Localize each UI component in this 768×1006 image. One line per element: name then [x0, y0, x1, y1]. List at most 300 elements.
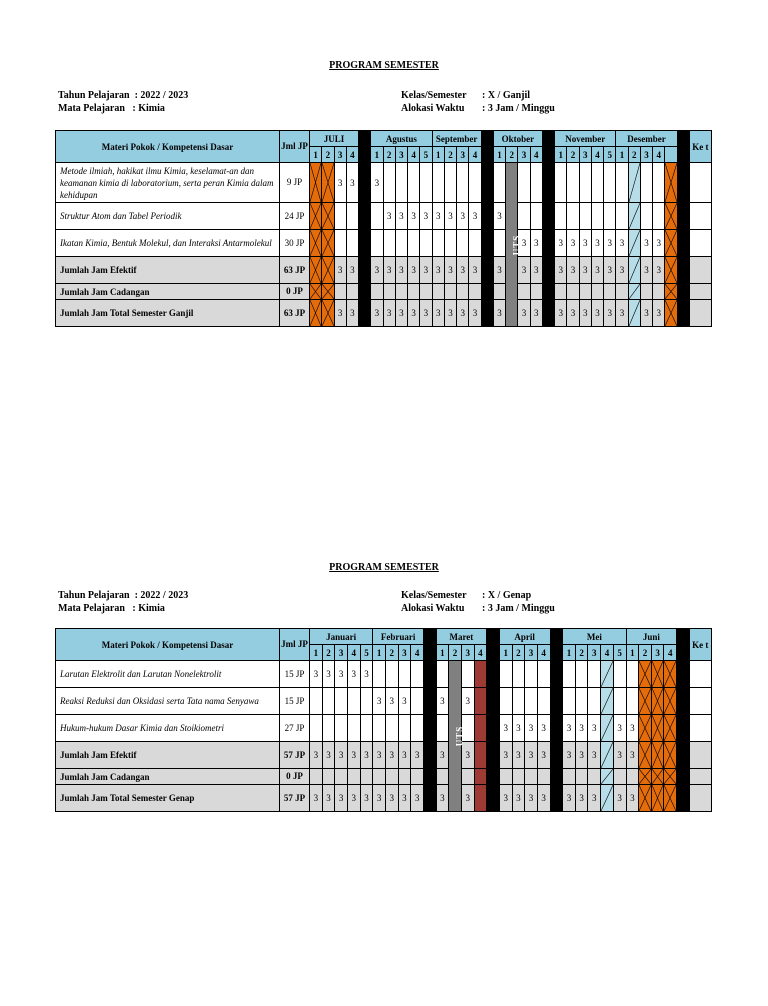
week-cell: [346, 284, 358, 300]
week-cell: 3: [469, 300, 481, 327]
ganjil-title: PROGRAM SEMESTER: [329, 60, 439, 71]
week-cell: [601, 785, 614, 812]
materi-jml-jp: 30 JP: [280, 230, 310, 257]
week-cell: 3: [613, 715, 626, 742]
materi-row: [56, 715, 712, 742]
week-cell: [677, 284, 689, 300]
week-cell: [474, 742, 487, 769]
week-number: 2: [512, 645, 525, 661]
week-cell: 3: [334, 257, 346, 284]
week-cell: [432, 284, 444, 300]
week-cell: [550, 715, 563, 742]
materi-jml-jp: 24 JP: [280, 203, 310, 230]
week-cell: 3: [432, 257, 444, 284]
ket-cell: [689, 661, 711, 688]
week-cell: 3: [385, 688, 398, 715]
week-cell: [360, 688, 373, 715]
week-cell: [383, 230, 395, 257]
week-cell: [487, 742, 500, 769]
week-number: 3: [335, 645, 348, 661]
week-cell: [322, 284, 334, 300]
week-cell: [310, 715, 323, 742]
week-number: 4: [347, 645, 360, 661]
week-number: 4: [664, 645, 677, 661]
week-cell: [457, 284, 469, 300]
week-cell: [537, 769, 550, 785]
week-cell: 3: [575, 715, 588, 742]
uts-column: [449, 661, 465, 812]
header-ket: Ke t: [689, 629, 711, 661]
week-cell: 3: [457, 203, 469, 230]
month-header: November: [555, 131, 616, 147]
week-cell: [423, 769, 436, 785]
week-cell: [481, 230, 493, 257]
week-cell: [639, 785, 652, 812]
week-cell: 3: [567, 300, 579, 327]
week-number: 2: [444, 147, 456, 163]
week-cell: [373, 715, 386, 742]
week-cell: [665, 300, 677, 327]
week-cell: [664, 785, 677, 812]
week-cell: 3: [567, 230, 579, 257]
summary-label: Jumlah Jam Total Semester Genap: [56, 785, 280, 812]
week-cell: [346, 203, 358, 230]
week-cell: [310, 769, 323, 785]
week-cell: [665, 257, 677, 284]
week-cell: 3: [398, 688, 411, 715]
week-cell: 3: [383, 257, 395, 284]
week-cell: 3: [335, 785, 348, 812]
materi-jml-jp: 9 JP: [280, 163, 310, 203]
summary-label: Jumlah Jam Total Semester Ganjil: [56, 300, 280, 327]
week-cell: 3: [653, 300, 665, 327]
week-cell: [469, 230, 481, 257]
week-cell: [664, 715, 677, 742]
week-cell: [601, 661, 614, 688]
week-cell: [347, 715, 360, 742]
week-cell: [499, 688, 512, 715]
week-cell: [322, 300, 334, 327]
week-cell: 3: [436, 742, 449, 769]
genap-title: PROGRAM SEMESTER: [329, 562, 439, 573]
week-cell: 3: [335, 661, 348, 688]
materi-row: [56, 688, 712, 715]
week-cell: 3: [588, 785, 601, 812]
week-cell: 3: [469, 203, 481, 230]
week-number: 1: [626, 645, 639, 661]
week-number: 2: [628, 147, 640, 163]
week-cell: [542, 257, 554, 284]
week-cell: [444, 230, 456, 257]
week-cell: [665, 284, 677, 300]
week-cell: 3: [420, 203, 432, 230]
week-cell: [677, 688, 690, 715]
materi-row: [56, 163, 712, 203]
week-cell: 3: [537, 742, 550, 769]
week-cell: [512, 769, 525, 785]
week-cell: 3: [579, 257, 591, 284]
week-cell: [322, 715, 335, 742]
week-cell: [469, 284, 481, 300]
materi-jml-jp: 27 JP: [280, 715, 310, 742]
week-cell: 3: [371, 163, 383, 203]
week-cell: 3: [567, 257, 579, 284]
week-cell: 3: [346, 163, 358, 203]
week-cell: 3: [334, 163, 346, 203]
week-cell: 3: [525, 742, 538, 769]
week-number: 3: [525, 645, 538, 661]
genap-kelas-label: Kelas/Semester: [401, 590, 467, 601]
separator-column: [359, 131, 371, 163]
week-cell: 3: [499, 742, 512, 769]
week-cell: [575, 688, 588, 715]
header-jml-jp: Jml JP: [280, 131, 310, 163]
week-cell: [626, 688, 639, 715]
summary-label: Jumlah Jam Efektif: [56, 257, 280, 284]
week-cell: [640, 203, 652, 230]
week-cell: [567, 163, 579, 203]
week-cell: [347, 769, 360, 785]
week-cell: 3: [613, 742, 626, 769]
week-cell: 3: [347, 785, 360, 812]
week-cell: [601, 769, 614, 785]
week-number: 1: [616, 147, 628, 163]
week-number: 2: [383, 147, 395, 163]
week-cell: 3: [555, 230, 567, 257]
week-number: 1: [371, 147, 383, 163]
week-cell: 3: [493, 257, 505, 284]
week-number: 4: [474, 645, 487, 661]
ket-cell: [689, 284, 711, 300]
week-cell: 3: [310, 742, 323, 769]
week-cell: 3: [398, 742, 411, 769]
week-cell: [423, 742, 436, 769]
genap-alokasi-value: : 3 Jam / Minggu: [482, 603, 555, 614]
summary-jml-jp: 57 JP: [280, 785, 310, 812]
week-cell: [346, 230, 358, 257]
week-cell: [542, 284, 554, 300]
week-cell: 3: [457, 300, 469, 327]
week-cell: [518, 163, 530, 203]
week-number: 5: [613, 645, 626, 661]
week-cell: 3: [588, 715, 601, 742]
week-cell: [639, 661, 652, 688]
week-cell: 3: [457, 257, 469, 284]
week-cell: [420, 230, 432, 257]
week-cell: [555, 203, 567, 230]
ganjil-program-table: [55, 130, 712, 327]
separator-column: [542, 131, 554, 163]
week-number: 1: [310, 147, 322, 163]
header-ket: Ke t: [689, 131, 711, 163]
week-cell: 3: [420, 257, 432, 284]
week-cell: [525, 688, 538, 715]
week-cell: 3: [411, 785, 424, 812]
week-cell: [487, 688, 500, 715]
week-cell: [664, 688, 677, 715]
summary-row: [56, 257, 712, 284]
week-cell: 3: [626, 742, 639, 769]
week-cell: [601, 715, 614, 742]
week-cell: [601, 688, 614, 715]
week-number: 5: [360, 645, 373, 661]
week-number: 2: [506, 147, 518, 163]
week-cell: [423, 715, 436, 742]
week-cell: [481, 300, 493, 327]
week-cell: [444, 284, 456, 300]
week-cell: [420, 284, 432, 300]
materi-name: Metode ilmiah, hakikat ilmu Kimia, keselamat-an dan keamanan kimia di laboratorium, serta peran Kimia dalam kehidupan: [56, 163, 280, 203]
week-cell: [653, 163, 665, 203]
summary-label: Jumlah Jam Cadangan: [56, 284, 280, 300]
week-cell: [653, 203, 665, 230]
month-header: September: [432, 131, 481, 147]
week-number: 1: [310, 645, 323, 661]
week-number: 1: [563, 645, 576, 661]
materi-jml-jp: 15 JP: [280, 661, 310, 688]
week-cell: 3: [383, 300, 395, 327]
week-cell: [518, 203, 530, 230]
week-cell: [628, 163, 640, 203]
header-jml-jp: Jml JP: [280, 629, 310, 661]
separator-column: [677, 629, 690, 661]
month-header: Juni: [626, 629, 677, 645]
genap-tahun-pelajaran: Tahun Pelajaran : 2022 / 2023: [58, 590, 189, 601]
week-cell: [398, 769, 411, 785]
separator-column: [487, 629, 500, 661]
week-cell: [474, 688, 487, 715]
summary-jml-jp: 0 JP: [280, 769, 310, 785]
week-cell: [628, 257, 640, 284]
week-cell: [542, 300, 554, 327]
week-cell: [359, 257, 371, 284]
week-cell: 3: [530, 257, 542, 284]
week-cell: 3: [385, 785, 398, 812]
week-cell: [436, 715, 449, 742]
uts-label: UTS: [454, 725, 465, 747]
month-header: April: [499, 629, 550, 645]
week-cell: [322, 230, 334, 257]
week-number: 2: [449, 645, 462, 661]
week-cell: [474, 715, 487, 742]
week-cell: [626, 661, 639, 688]
week-number: 3: [579, 147, 591, 163]
week-cell: 3: [604, 300, 616, 327]
week-cell: [604, 203, 616, 230]
week-cell: 3: [432, 203, 444, 230]
week-number: 4: [601, 645, 614, 661]
week-cell: [371, 284, 383, 300]
week-cell: [359, 284, 371, 300]
week-cell: 3: [499, 785, 512, 812]
week-cell: 3: [653, 230, 665, 257]
ganjil-alokasi-label: Alokasi Waktu: [401, 103, 465, 114]
week-cell: 3: [322, 661, 335, 688]
week-cell: [563, 661, 576, 688]
week-cell: [651, 769, 664, 785]
week-cell: [664, 661, 677, 688]
week-cell: [335, 769, 348, 785]
week-cell: [383, 163, 395, 203]
week-cell: [408, 163, 420, 203]
week-number: 1: [555, 147, 567, 163]
materi-row: [56, 230, 712, 257]
week-cell: 3: [512, 715, 525, 742]
week-cell: [360, 715, 373, 742]
week-number: 2: [575, 645, 588, 661]
separator-column: [423, 629, 436, 661]
summary-jml-jp: 63 JP: [280, 257, 310, 284]
week-cell: [310, 257, 322, 284]
month-header: JULI: [310, 131, 359, 147]
week-cell: [423, 785, 436, 812]
week-cell: [423, 688, 436, 715]
week-cell: [613, 688, 626, 715]
week-cell: 3: [512, 742, 525, 769]
week-number: 2: [567, 147, 579, 163]
week-cell: 3: [322, 742, 335, 769]
week-cell: [385, 715, 398, 742]
materi-name: Struktur Atom dan Tabel Periodik: [56, 203, 280, 230]
week-cell: [335, 715, 348, 742]
month-header: Oktober: [493, 131, 542, 147]
week-cell: [360, 769, 373, 785]
week-cell: [639, 769, 652, 785]
week-cell: [651, 715, 664, 742]
week-cell: [628, 284, 640, 300]
week-cell: 3: [461, 785, 474, 812]
ganjil-kelas-label: Kelas/Semester: [401, 90, 467, 101]
week-cell: [550, 785, 563, 812]
week-cell: [474, 661, 487, 688]
week-number: 5: [420, 147, 432, 163]
week-cell: [653, 284, 665, 300]
week-number: 2: [322, 645, 335, 661]
week-cell: [359, 163, 371, 203]
week-cell: 3: [591, 230, 603, 257]
week-cell: [457, 163, 469, 203]
week-cell: [385, 769, 398, 785]
week-cell: [640, 163, 652, 203]
week-cell: 3: [493, 300, 505, 327]
week-number: 1: [373, 645, 386, 661]
summary-jml-jp: 0 JP: [280, 284, 310, 300]
week-cell: [395, 230, 407, 257]
week-cell: [518, 284, 530, 300]
week-cell: [542, 230, 554, 257]
week-cell: [474, 785, 487, 812]
week-cell: [310, 688, 323, 715]
summary-row: [56, 284, 712, 300]
week-cell: [567, 284, 579, 300]
week-cell: [616, 163, 628, 203]
genap-kelas-value: : X / Genap: [482, 590, 532, 601]
week-cell: [651, 688, 664, 715]
week-number: 4: [591, 147, 603, 163]
week-cell: 3: [346, 300, 358, 327]
month-header: Agustus: [371, 131, 432, 147]
week-cell: [579, 163, 591, 203]
week-cell: [322, 769, 335, 785]
week-cell: [530, 163, 542, 203]
week-cell: 3: [411, 742, 424, 769]
week-cell: [542, 203, 554, 230]
week-cell: [651, 785, 664, 812]
genap-program-table: [55, 628, 712, 812]
week-cell: 3: [469, 257, 481, 284]
week-cell: [542, 163, 554, 203]
week-cell: 3: [347, 661, 360, 688]
week-cell: [310, 230, 322, 257]
week-cell: [310, 163, 322, 203]
week-cell: [677, 230, 689, 257]
week-cell: 3: [395, 300, 407, 327]
week-cell: [493, 230, 505, 257]
week-cell: 3: [604, 230, 616, 257]
week-cell: [616, 284, 628, 300]
week-cell: [677, 203, 689, 230]
week-cell: [677, 300, 689, 327]
month-header: Desember: [616, 131, 677, 147]
uts-column: [506, 163, 522, 327]
week-cell: 3: [616, 257, 628, 284]
week-cell: [461, 769, 474, 785]
week-cell: [512, 661, 525, 688]
summary-row: [56, 785, 712, 812]
summary-jml-jp: 57 JP: [280, 742, 310, 769]
week-cell: 3: [373, 688, 386, 715]
week-number: 1: [493, 147, 505, 163]
week-cell: [373, 661, 386, 688]
week-cell: [579, 284, 591, 300]
week-cell: 3: [588, 742, 601, 769]
materi-name: Ikatan Kimia, Bentuk Molekul, dan Interaksi Antarmolekul: [56, 230, 280, 257]
week-cell: [395, 163, 407, 203]
week-number: 3: [398, 645, 411, 661]
week-cell: 3: [563, 785, 576, 812]
week-cell: [613, 661, 626, 688]
week-cell: [512, 688, 525, 715]
week-cell: [347, 688, 360, 715]
week-cell: 3: [383, 203, 395, 230]
week-cell: 3: [371, 300, 383, 327]
week-cell: [322, 257, 334, 284]
week-cell: [550, 769, 563, 785]
week-cell: 3: [512, 785, 525, 812]
week-cell: [563, 688, 576, 715]
week-cell: [588, 769, 601, 785]
week-cell: [601, 742, 614, 769]
week-cell: [487, 769, 500, 785]
week-cell: 3: [499, 715, 512, 742]
week-cell: [677, 769, 690, 785]
materi-jml-jp: 15 JP: [280, 688, 310, 715]
week-cell: 3: [408, 203, 420, 230]
ket-cell: [689, 785, 711, 812]
week-cell: [665, 230, 677, 257]
ganjil-alokasi-value: : 3 Jam / Minggu: [482, 103, 555, 114]
week-cell: [359, 230, 371, 257]
week-cell: 3: [408, 300, 420, 327]
month-header: Januari: [310, 629, 373, 645]
week-cell: 3: [420, 300, 432, 327]
week-cell: 3: [385, 742, 398, 769]
week-cell: 3: [591, 300, 603, 327]
week-cell: [411, 661, 424, 688]
week-cell: [639, 742, 652, 769]
week-cell: 3: [626, 785, 639, 812]
week-cell: 3: [334, 300, 346, 327]
